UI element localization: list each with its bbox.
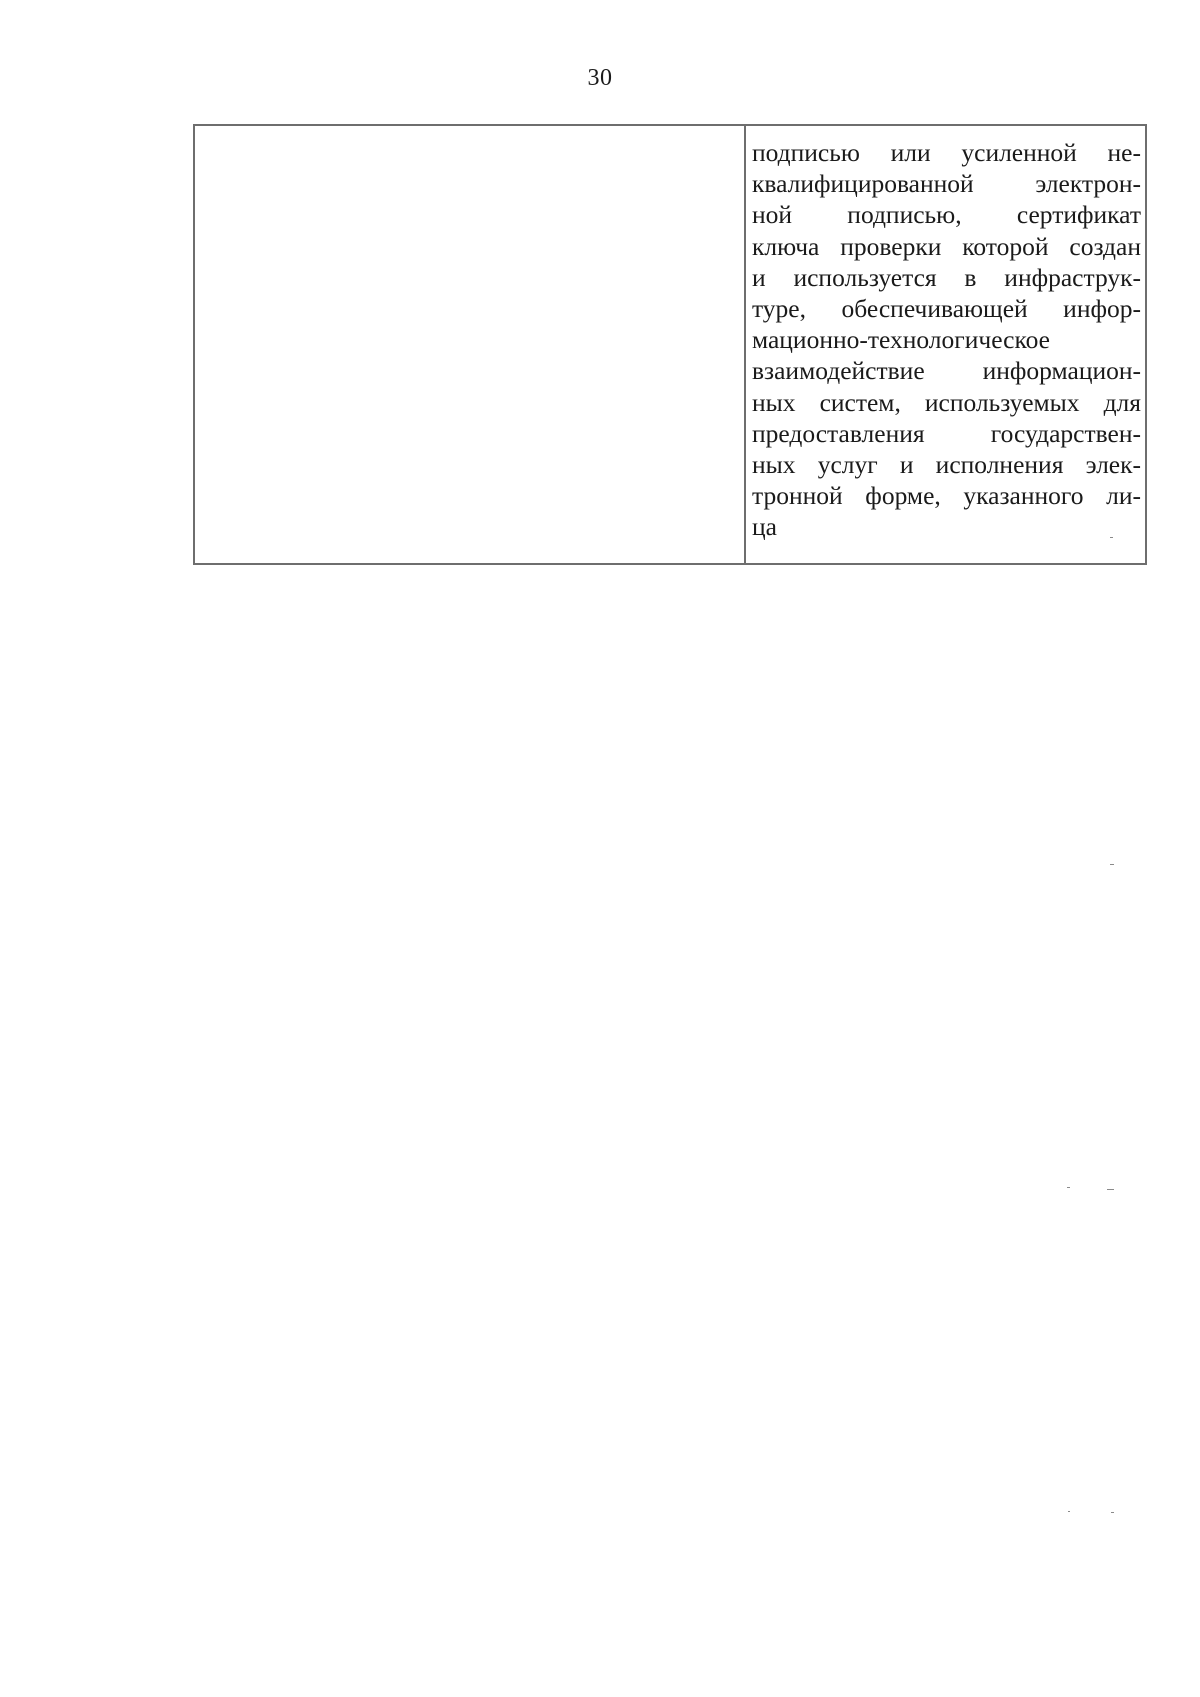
scan-speck xyxy=(1110,864,1114,865)
cell-text-line: ной подписью, сертификат xyxy=(752,200,1141,230)
cell-text-line: и используется в инфраструк- xyxy=(752,262,1141,292)
cell-text-line: подписью или усиленной не- xyxy=(752,138,1141,167)
content-table xyxy=(193,124,1147,565)
cell-text-line: туре, обеспечивающей инфор- xyxy=(752,293,1141,323)
cell-text-line: квалифицированной электрон- xyxy=(752,169,1141,199)
cell-text-line: ных услуг и исполнения элек- xyxy=(752,449,1141,479)
table-cell-right xyxy=(746,126,1145,563)
scan-speck xyxy=(1068,1511,1070,1512)
scan-speck xyxy=(1111,1512,1114,1513)
scan-speck xyxy=(1067,1187,1070,1188)
table-cell-left xyxy=(195,126,746,563)
cell-text-line: ключа проверки которой создан xyxy=(752,231,1141,261)
page-number: 30 xyxy=(587,65,613,91)
cell-text-line: ца xyxy=(752,512,777,542)
cell-text-line: предоставления государствен- xyxy=(752,418,1141,448)
cell-text-line: взаимодействие информацион- xyxy=(752,356,1141,386)
cell-text-line: мационно-технологическое xyxy=(752,325,1050,355)
cell-text-line: тронной форме, указанного ли- xyxy=(752,481,1141,511)
cell-text-line: ных систем, используемых для xyxy=(752,387,1141,417)
scan-speck xyxy=(1110,537,1113,538)
scan-speck xyxy=(1107,1189,1114,1190)
